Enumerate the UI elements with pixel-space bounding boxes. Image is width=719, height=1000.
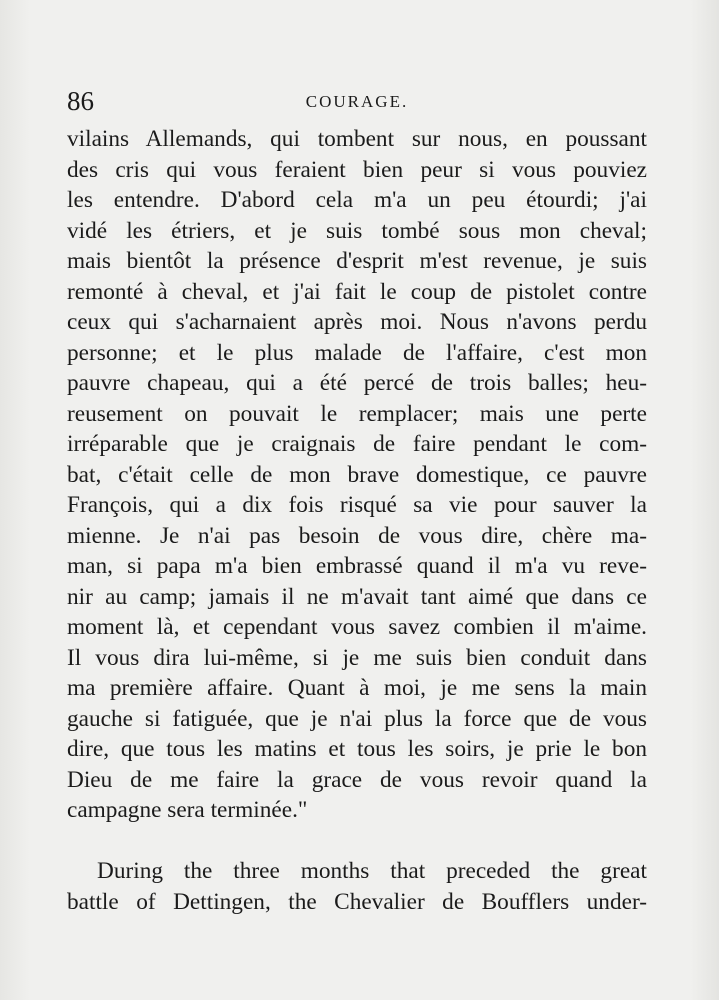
text-line: les entendre. D'abord cela m'a un peu étourdi; j'ai	[67, 187, 647, 213]
paragraph-letter-continuation	[67, 124, 647, 826]
text-line: mais bientôt la présence d'esprit m'est revenue, je suis	[67, 248, 647, 274]
text-line: pauvre chapeau, qui a été percé de trois balles; heu-	[67, 370, 647, 396]
text-line: nir au camp; jamais il ne m'avait tant aimé que dans ce	[67, 583, 647, 610]
text-line: ceux qui s'acharnaient après moi. Nous n'avons perdu	[67, 309, 647, 335]
text-line: battle of Dettingen, the Chevalier de Boufflers under-	[67, 888, 647, 915]
text-line: vilains Allemands, qui tombent sur nous, en poussant	[67, 126, 647, 152]
page-header	[67, 84, 647, 118]
text-line: bat, c'était celle de mon brave domestique, ce pauvre	[67, 461, 647, 488]
text-line: personne; et le plus malade de l'affaire, c'est mon	[67, 339, 647, 366]
text-line: remonté à cheval, et j'ai fait le coup de pistolet contre	[67, 278, 647, 305]
body-text	[67, 124, 647, 917]
text-line: campagne sera terminée."	[67, 797, 308, 823]
text-line: Il vous dira lui-même, si je me suis bien conduit dans	[67, 644, 647, 671]
text-line: irréparable que je craignais de faire pendant le com-	[67, 431, 647, 457]
text-line: des cris qui vous feraient bien peur si vous pouviez	[67, 156, 647, 183]
text-line: reusement on pouvait le remplacer; mais une perte	[67, 400, 647, 427]
text-line: ma première affaire. Quant à moi, je me sens la main	[67, 675, 647, 701]
paragraph-narrative	[67, 856, 647, 917]
text-line: Dieu de me faire la grace de vous revoir quand la	[67, 766, 647, 793]
running-title: COURAGE.	[305, 92, 409, 111]
text-line: gauche si fatiguée, que je n'ai plus la force que de vous	[67, 705, 647, 732]
text-line: dire, que tous les matins et tous les soirs, je prie le bon	[67, 736, 647, 762]
text-line: man, si papa m'a bien embrassé quand il m'a vu reve-	[67, 553, 647, 579]
text-line: moment là, et cependant vous savez combien il m'aime.	[67, 614, 647, 640]
text-line: vidé les étriers, et je suis tombé sous mon cheval;	[67, 217, 647, 244]
text-line: mienne. Je n'ai pas besoin de vous dire, chère ma-	[67, 522, 647, 549]
text-line: François, qui a dix fois risqué sa vie pour sauver la	[67, 492, 647, 518]
page-number: 86	[67, 86, 94, 116]
paragraph-gap	[67, 826, 647, 857]
text-line: During the three months that preceded the great	[97, 858, 647, 884]
